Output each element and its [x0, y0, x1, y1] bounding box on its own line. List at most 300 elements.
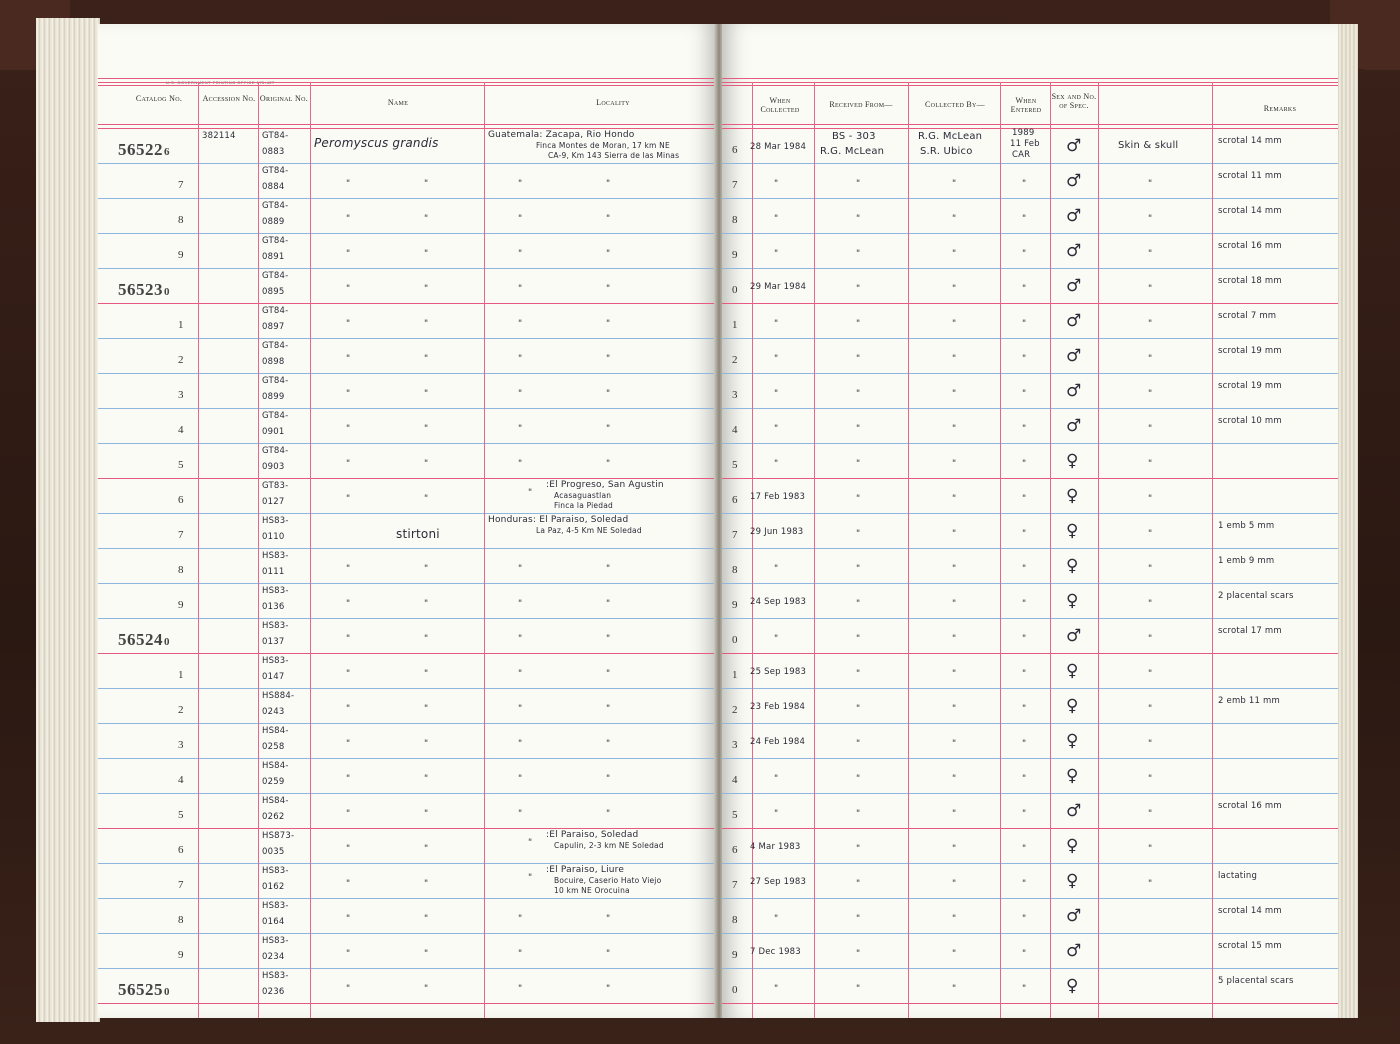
original-number: 0889	[262, 217, 285, 227]
collection-date: 27 Sep 1983	[750, 877, 807, 887]
ditto-mark: "	[518, 914, 523, 924]
female-symbol-icon: ♀	[1066, 556, 1079, 576]
remarks: scrotal 16 mm	[1218, 801, 1282, 811]
original-number: 0136	[262, 602, 285, 612]
blue-rule	[98, 968, 716, 969]
original-number: 0891	[262, 252, 285, 262]
ditto-mark: "	[346, 459, 351, 469]
original-number-prefix: HS873-	[262, 831, 295, 841]
ditto-mark: "	[856, 949, 861, 959]
original-number-prefix: GT84-	[262, 131, 289, 141]
ditto-mark: "	[1148, 354, 1153, 364]
female-symbol-icon: ♀	[1066, 871, 1079, 891]
ditto-mark: "	[346, 879, 351, 889]
ditto-mark: "	[424, 459, 429, 469]
ditto-mark: "	[346, 599, 351, 609]
ditto-mark: "	[1148, 459, 1153, 469]
female-symbol-icon: ♀	[1066, 731, 1079, 751]
catalog-prefix: 56524	[118, 630, 163, 649]
catalog-prefix: 56522	[118, 140, 163, 159]
female-symbol-icon: ♀	[1066, 451, 1079, 471]
ditto-mark: "	[424, 774, 429, 784]
locality-line: Finca Montes de Moran, 17 km NE	[536, 141, 670, 150]
ditto-mark: "	[952, 984, 957, 994]
catalog-digit: 8	[178, 564, 184, 576]
male-symbol-icon: ♂	[1066, 416, 1082, 436]
original-number: 0110	[262, 532, 285, 542]
header-name: Name	[387, 98, 409, 107]
ditto-mark: "	[856, 599, 861, 609]
original-number: 0162	[262, 882, 285, 892]
ditto-mark: "	[606, 949, 611, 959]
ditto-mark: "	[774, 914, 779, 924]
header-catalog-no: Catalog No.	[135, 94, 183, 103]
red-rule	[98, 85, 716, 86]
ditto-mark: "	[346, 634, 351, 644]
blue-rule	[98, 618, 716, 619]
catalog-digit: 3	[178, 389, 184, 401]
ditto-mark: "	[424, 564, 429, 574]
header-received-from: Received From—	[829, 100, 893, 109]
original-number-prefix: GT84-	[262, 166, 289, 176]
blue-rule	[98, 863, 716, 864]
collection-date: 4 Mar 1983	[750, 842, 801, 852]
remarks: 1 emb 5 mm	[1218, 521, 1275, 531]
ditto-mark: "	[518, 634, 523, 644]
page-stack-right	[1336, 24, 1358, 1018]
original-number-prefix: GT83-	[262, 481, 289, 491]
ditto-mark: "	[952, 424, 957, 434]
catalog-suffix: 6	[164, 146, 170, 158]
ditto-mark: "	[952, 319, 957, 329]
species-name: Peromyscus grandis	[314, 136, 439, 150]
catalog-digit: 5	[178, 809, 184, 821]
ditto-mark: "	[1148, 249, 1153, 259]
blue-rule	[98, 443, 716, 444]
entered-by: CAR	[1012, 150, 1031, 160]
original-number-prefix: HS83-	[262, 586, 289, 596]
ditto-mark: "	[856, 494, 861, 504]
ditto-mark: "	[518, 704, 523, 714]
ditto-mark: "	[424, 249, 429, 259]
ditto-mark: "	[518, 984, 523, 994]
ditto-mark: "	[606, 179, 611, 189]
blue-rule	[98, 723, 716, 724]
original-number: 0258	[262, 742, 285, 752]
ditto-mark: "	[1022, 529, 1027, 539]
ditto-mark: "	[952, 354, 957, 364]
ditto-mark: "	[1022, 249, 1027, 259]
ditto-mark: "	[856, 879, 861, 889]
ditto-mark: "	[856, 669, 861, 679]
remarks: scrotal 14 mm	[1218, 906, 1282, 916]
ditto-mark: "	[606, 984, 611, 994]
row-digit: 9	[732, 949, 738, 961]
row-digit: 1	[732, 319, 738, 331]
ditto-mark: "	[1022, 809, 1027, 819]
ditto-mark: "	[1148, 424, 1153, 434]
male-symbol-icon: ♂	[1066, 906, 1082, 926]
ditto-mark: "	[346, 809, 351, 819]
ditto-mark: "	[856, 739, 861, 749]
ditto-mark: "	[518, 774, 523, 784]
ditto-mark: "	[856, 984, 861, 994]
ditto-mark: "	[346, 739, 351, 749]
ditto-mark: "	[1148, 809, 1153, 819]
ditto-mark: "	[518, 284, 523, 294]
ditto-mark: "	[774, 564, 779, 574]
row-digit: 6	[732, 144, 738, 156]
row-digit: 5	[732, 809, 738, 821]
original-number-prefix: HS84-	[262, 796, 289, 806]
ditto-mark: "	[1148, 494, 1153, 504]
ditto-mark: "	[424, 669, 429, 679]
female-symbol-icon: ♀	[1066, 766, 1079, 786]
original-number-prefix: GT84-	[262, 411, 289, 421]
ditto-mark: "	[1148, 179, 1153, 189]
ditto-mark: "	[518, 354, 523, 364]
ditto-mark: "	[1022, 319, 1027, 329]
ditto-mark: "	[346, 249, 351, 259]
ditto-mark: "	[528, 838, 533, 848]
female-symbol-icon: ♀	[1066, 836, 1079, 856]
ditto-mark: "	[424, 984, 429, 994]
ditto-mark: "	[952, 704, 957, 714]
ditto-mark: "	[346, 284, 351, 294]
collection-date: 29 Jun 1983	[750, 527, 804, 537]
ditto-mark: "	[1022, 459, 1027, 469]
original-number: 0147	[262, 672, 285, 682]
remarks: scrotal 16 mm	[1218, 241, 1282, 251]
ditto-mark: "	[424, 914, 429, 924]
collection-date: 24 Feb 1984	[750, 737, 806, 747]
row-digit: 7	[732, 529, 738, 541]
remarks: scrotal 14 mm	[1218, 206, 1282, 216]
row-digit: 0	[732, 284, 738, 296]
column-rule	[1212, 82, 1213, 1018]
original-number-prefix: HS83-	[262, 971, 289, 981]
ditto-mark: "	[346, 319, 351, 329]
male-symbol-icon: ♂	[1066, 626, 1082, 646]
header-locality: Locality	[596, 98, 630, 107]
ditto-mark: "	[774, 984, 779, 994]
row-digit: 7	[732, 879, 738, 891]
ditto-mark: "	[424, 704, 429, 714]
page-stack-left	[36, 18, 100, 1022]
left-ledger-page	[98, 24, 716, 1018]
male-symbol-icon: ♂	[1066, 381, 1082, 401]
ditto-mark: "	[1022, 389, 1027, 399]
ditto-mark: "	[424, 494, 429, 504]
ditto-mark: "	[424, 284, 429, 294]
row-digit: 3	[732, 389, 738, 401]
catalog-suffix: 0	[164, 986, 170, 998]
ditto-mark: "	[606, 319, 611, 329]
ditto-mark: "	[606, 634, 611, 644]
ditto-mark: "	[606, 424, 611, 434]
ditto-mark: "	[424, 389, 429, 399]
red-rule	[98, 478, 716, 479]
ditto-mark: "	[1148, 634, 1153, 644]
ditto-mark: "	[346, 949, 351, 959]
catalog-number	[118, 980, 170, 1000]
catalog-digit: 4	[178, 424, 184, 436]
original-number-prefix: HS83-	[262, 936, 289, 946]
ditto-mark: "	[1148, 669, 1153, 679]
red-rule	[98, 78, 716, 79]
ditto-mark: "	[952, 459, 957, 469]
ditto-mark: "	[952, 179, 957, 189]
entered-date: 11 Feb	[1010, 139, 1040, 149]
original-number-prefix: HS884-	[262, 691, 295, 701]
ditto-mark: "	[1022, 424, 1027, 434]
ditto-mark: "	[856, 214, 861, 224]
catalog-number	[118, 630, 170, 650]
row-digit: 4	[732, 774, 738, 786]
header-sex-no-spec: Sex and No. of Spec.	[1051, 92, 1097, 110]
ditto-mark: "	[424, 319, 429, 329]
row-digit: 2	[732, 354, 738, 366]
ditto-mark: "	[424, 179, 429, 189]
ditto-mark: "	[774, 809, 779, 819]
original-number: 0884	[262, 182, 285, 192]
female-symbol-icon: ♀	[1066, 661, 1079, 681]
ditto-mark: "	[1148, 844, 1153, 854]
remarks: 1 emb 9 mm	[1218, 556, 1275, 566]
locality-line: Finca la Piedad	[554, 501, 613, 510]
column-rule	[484, 82, 485, 1018]
row-digit: 0	[732, 634, 738, 646]
header-collected-by: Collected By—	[925, 100, 985, 109]
accession-number: 382114	[202, 131, 236, 141]
ditto-mark: "	[1022, 704, 1027, 714]
original-number: 0243	[262, 707, 285, 717]
ditto-mark: "	[856, 284, 861, 294]
ditto-mark: "	[1148, 739, 1153, 749]
remarks: 2 placental scars	[1218, 591, 1294, 601]
ditto-mark: "	[774, 179, 779, 189]
blue-rule	[98, 513, 716, 514]
original-number: 0883	[262, 147, 285, 157]
column-rule	[198, 82, 199, 1018]
ditto-mark: "	[856, 809, 861, 819]
ditto-mark: "	[952, 249, 957, 259]
catalog-digit: 7	[178, 529, 184, 541]
ditto-mark: "	[1022, 179, 1027, 189]
red-rule	[98, 653, 716, 654]
ditto-mark: "	[1148, 704, 1153, 714]
row-digit: 4	[732, 424, 738, 436]
collection-date: 17 Feb 1983	[750, 492, 806, 502]
remarks: scrotal 19 mm	[1218, 381, 1282, 391]
blue-rule	[98, 548, 716, 549]
catalog-digit: 9	[178, 249, 184, 261]
original-number-prefix: HS83-	[262, 656, 289, 666]
male-symbol-icon: ♂	[1066, 941, 1082, 961]
ditto-mark: "	[856, 424, 861, 434]
ditto-mark: "	[606, 599, 611, 609]
ditto-mark: "	[774, 424, 779, 434]
ditto-mark: "	[606, 284, 611, 294]
blue-rule	[98, 758, 716, 759]
red-rule	[98, 128, 716, 129]
ditto-mark: "	[1148, 599, 1153, 609]
ditto-mark: "	[774, 389, 779, 399]
collected-by: R.G. McLean	[918, 131, 983, 142]
female-symbol-icon: ♀	[1066, 521, 1079, 541]
female-symbol-icon: ♀	[1066, 486, 1079, 506]
remarks: scrotal 18 mm	[1218, 276, 1282, 286]
catalog-digit: 9	[178, 949, 184, 961]
locality-line: Bocuire, Caserio Hato Viejo	[554, 876, 662, 885]
row-digit: 3	[732, 739, 738, 751]
blue-rule	[98, 583, 716, 584]
ditto-mark: "	[424, 424, 429, 434]
ditto-mark: "	[774, 354, 779, 364]
entered-year: 1989	[1012, 128, 1035, 138]
ditto-mark: "	[1148, 284, 1153, 294]
ditto-mark: "	[346, 669, 351, 679]
blue-rule	[98, 933, 716, 934]
ditto-mark: "	[952, 564, 957, 574]
original-number-prefix: GT84-	[262, 236, 289, 246]
ditto-mark: "	[346, 914, 351, 924]
red-rule	[98, 82, 716, 83]
remarks: scrotal 10 mm	[1218, 416, 1282, 426]
header-when-collected: When Collected	[760, 96, 800, 114]
printer-imprint: U.S. GOVERNMENT PRINTING OFFICE 570-427	[166, 80, 275, 85]
locality-line: 10 km NE Orocuina	[554, 886, 630, 895]
ditto-mark: "	[346, 214, 351, 224]
ditto-mark: "	[424, 949, 429, 959]
column-rule	[1000, 82, 1001, 1018]
catalog-digit: 2	[178, 354, 184, 366]
ditto-mark: "	[606, 354, 611, 364]
blue-rule	[98, 163, 716, 164]
ditto-mark: "	[518, 949, 523, 959]
collection-date: 25 Sep 1983	[750, 667, 807, 677]
remarks: 5 placental scars	[1218, 976, 1294, 986]
ditto-mark: "	[528, 488, 533, 498]
ditto-mark: "	[1148, 319, 1153, 329]
original-number: 0262	[262, 812, 285, 822]
male-symbol-icon: ♂	[1066, 311, 1082, 331]
ditto-mark: "	[856, 914, 861, 924]
male-symbol-icon: ♂	[1066, 171, 1082, 191]
blue-rule	[98, 373, 716, 374]
catalog-digit: 6	[178, 844, 184, 856]
ditto-mark: "	[518, 319, 523, 329]
ditto-mark: "	[1022, 984, 1027, 994]
catalog-digit: 1	[178, 319, 184, 331]
locality-line: Honduras: El Paraiso, Soledad	[488, 515, 629, 525]
original-number-prefix: HS83-	[262, 516, 289, 526]
red-rule	[98, 1003, 716, 1004]
original-number-prefix: GT84-	[262, 201, 289, 211]
ditto-mark: "	[856, 564, 861, 574]
ditto-mark: "	[424, 739, 429, 749]
ditto-mark: "	[952, 879, 957, 889]
collection-date: 7 Dec 1983	[750, 947, 801, 957]
row-digit: 8	[732, 914, 738, 926]
catalog-digit: 7	[178, 879, 184, 891]
remarks: scrotal 17 mm	[1218, 626, 1282, 636]
ditto-mark: "	[606, 809, 611, 819]
locality-line: Guatemala: Zacapa, Rio Hondo	[488, 130, 635, 140]
ditto-mark: "	[952, 599, 957, 609]
ditto-mark: "	[606, 914, 611, 924]
column-rule	[908, 82, 909, 1018]
catalog-prefix: 56525	[118, 980, 163, 999]
blue-rule	[98, 268, 716, 269]
ditto-mark: "	[606, 774, 611, 784]
row-digit: 2	[732, 704, 738, 716]
ditto-mark: "	[424, 214, 429, 224]
original-number-prefix: HS83-	[262, 551, 289, 561]
ditto-mark: "	[1022, 774, 1027, 784]
remarks: scrotal 15 mm	[1218, 941, 1282, 951]
ditto-mark: "	[346, 389, 351, 399]
remarks: scrotal 11 mm	[1218, 171, 1282, 181]
original-number-prefix: HS83-	[262, 621, 289, 631]
catalog-suffix: 0	[164, 636, 170, 648]
ditto-mark: "	[518, 424, 523, 434]
female-symbol-icon: ♀	[1066, 591, 1079, 611]
ditto-mark: "	[774, 249, 779, 259]
row-digit: 8	[732, 564, 738, 576]
right-ledger-page	[722, 24, 1338, 1018]
row-digit: 9	[732, 249, 738, 261]
ditto-mark: "	[424, 844, 429, 854]
ditto-mark: "	[856, 249, 861, 259]
ditto-mark: "	[346, 844, 351, 854]
ditto-mark: "	[1148, 774, 1153, 784]
remarks: scrotal 7 mm	[1218, 311, 1277, 321]
ditto-mark: "	[774, 214, 779, 224]
ditto-mark: "	[518, 249, 523, 259]
ditto-mark: "	[518, 389, 523, 399]
ditto-mark: "	[1148, 564, 1153, 574]
remarks: scrotal 19 mm	[1218, 346, 1282, 356]
row-digit: 0	[732, 984, 738, 996]
ditto-mark: "	[856, 459, 861, 469]
ditto-mark: "	[952, 494, 957, 504]
received-from: BS - 303	[832, 131, 876, 142]
column-rule	[1098, 82, 1099, 1018]
ditto-mark: "	[1022, 879, 1027, 889]
ditto-mark: "	[774, 634, 779, 644]
ditto-mark: "	[856, 844, 861, 854]
collection-date: 24 Sep 1983	[750, 597, 807, 607]
male-symbol-icon: ♂	[1066, 136, 1082, 156]
original-number-prefix: GT84-	[262, 271, 289, 281]
catalog-digit: 7	[178, 179, 184, 191]
catalog-digit: 8	[178, 214, 184, 226]
ditto-mark: "	[1022, 949, 1027, 959]
original-number: 0898	[262, 357, 285, 367]
ditto-mark: "	[1148, 389, 1153, 399]
red-rule	[98, 124, 716, 125]
ditto-mark: "	[346, 179, 351, 189]
header-original-no: Original No.	[259, 94, 309, 103]
catalog-digit: 5	[178, 459, 184, 471]
male-symbol-icon: ♂	[1066, 206, 1082, 226]
ditto-mark: "	[424, 634, 429, 644]
red-rule	[98, 828, 716, 829]
ditto-mark: "	[952, 529, 957, 539]
row-digit: 5	[732, 459, 738, 471]
locality-line: Acasaguastlan	[554, 491, 612, 500]
